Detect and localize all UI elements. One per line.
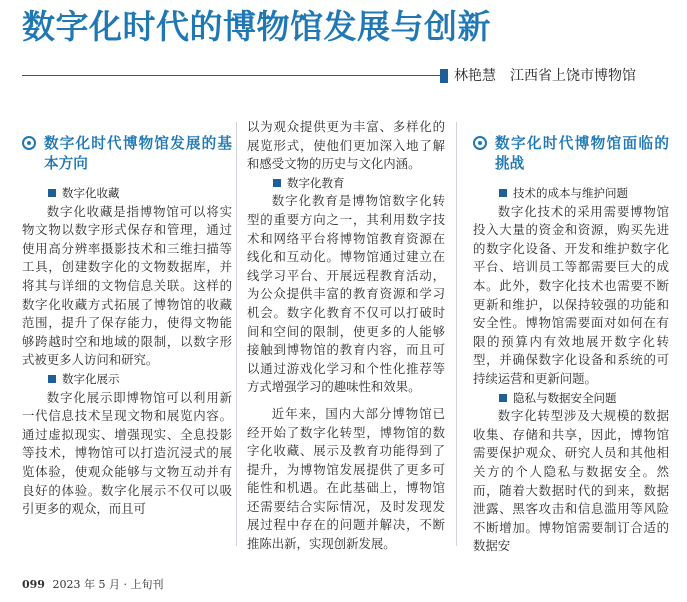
page-footer [22, 576, 163, 592]
paragraph: 数字化教育是博物馆数字化转型的重要方向之一，其利用数字技术和网络平台将博物馆教育资源在线化和互动化。博物馆通过建立在线学习平台、开展远程教育活动，为公众提供丰富的教育资源和学习机会。数字化教育不仅可以打破时间和空间的限制，使更多的人能够接触到博物馆的教育内容，而且可以通过游戏化学习和个性化推荐等方式增强学习的趣味性和效果。 [247, 193, 445, 395]
section-heading: 数字化时代博物馆面临的挑战 [473, 134, 669, 174]
paragraph: 数字化收藏是指博物馆可以将实物文物以数字形式保存和管理，通过使用高分辨率摄影技术和三维扫描等工具，创建数字化的文物数据库，并将其与详细的文物信息关联。这样的数字化收藏方式拓展了博物馆的收藏范围，提升了保存能力，使得文物能够跨越时空和地域的限制，以数字形式被更多人访问和研究。 [22, 203, 232, 368]
column-1 [22, 134, 232, 570]
column-divider [456, 122, 457, 546]
column-divider [236, 122, 237, 546]
subheading: 数字化展示 [22, 370, 232, 389]
subheading: 隐私与数据安全问题 [473, 389, 669, 408]
section-heading: 数字化时代博物馆发展的基本方向 [22, 134, 232, 174]
subheading: 数字化教育 [247, 174, 445, 193]
square-bullet-icon [499, 189, 507, 197]
byline-rule [22, 75, 440, 76]
issue-info: 2023 年 5 月 · 上旬刊 [52, 578, 164, 591]
paragraph: 以为观众提供更为丰富、多样化的展览形式，使他们更加深入地了解和感受文物的历史与文化内涵。 [247, 119, 445, 172]
paragraph: 数字化展示即博物馆可以利用新一代信息技术呈现文物和展览内容。通过虚拟现实、增强现实、全息投影等技术，博物馆可以打造沉浸式的展览体验，使观众能够与文物互动并有良好的体验。数字化展示不仅可以吸引更多的观众，而且可 [22, 389, 232, 517]
square-bullet-icon [48, 375, 56, 383]
subheading: 数字化收藏 [22, 184, 232, 203]
column-3 [473, 134, 669, 570]
page-number: 099 [22, 578, 45, 591]
author-text: 林艳慧 江西省上饶市博物馆 [454, 68, 636, 84]
byline-marker [440, 69, 448, 83]
paragraph: 数字化技术的采用需要博物馆投入大量的资金和资源，购买先进的数字化设备、开发和维护数字化平台、培训员工等都需要巨大的成本。此外，数字化技术也需要不断更新和维护，以保持较强的功能和安全性。博物馆需要面对如何在有限的预算内有效地展开数字化转型，并确保数字化设备和系统的可持续运营和更新问题。 [473, 203, 669, 386]
article-title: 数字化时代的博物馆发展与创新 [22, 7, 491, 46]
column-2 [247, 118, 445, 554]
subheading: 技术的成本与维护问题 [473, 184, 669, 203]
paragraph: 数字化转型涉及大规模的数据收集、存储和共享，因此，博物馆需要保护观众、研究人员和其他相关方的个人隐私与数据安全。然而，随着大数据时代的到来，数据泄露、黑客攻击和信息滥用等风险不断增加。博物馆需要制订合适的数据安 [473, 408, 669, 554]
square-bullet-icon [48, 189, 56, 197]
heading-circle-icon [473, 136, 487, 150]
author-byline [454, 66, 674, 86]
paragraph: 近年来，国内大部分博物馆已经开始了数字化转型，博物馆的数字化收藏、展示及教育功能得到了提升，为博物馆发展提供了更多可能性和机遇。在此基础上，博物馆还需要结合实际情况，及时发现发展过程中存在的问题并解决，不断推陈出新，实现创新发展。 [247, 405, 445, 552]
square-bullet-icon [499, 394, 507, 402]
square-bullet-icon [273, 179, 281, 187]
heading-circle-icon [22, 136, 36, 150]
